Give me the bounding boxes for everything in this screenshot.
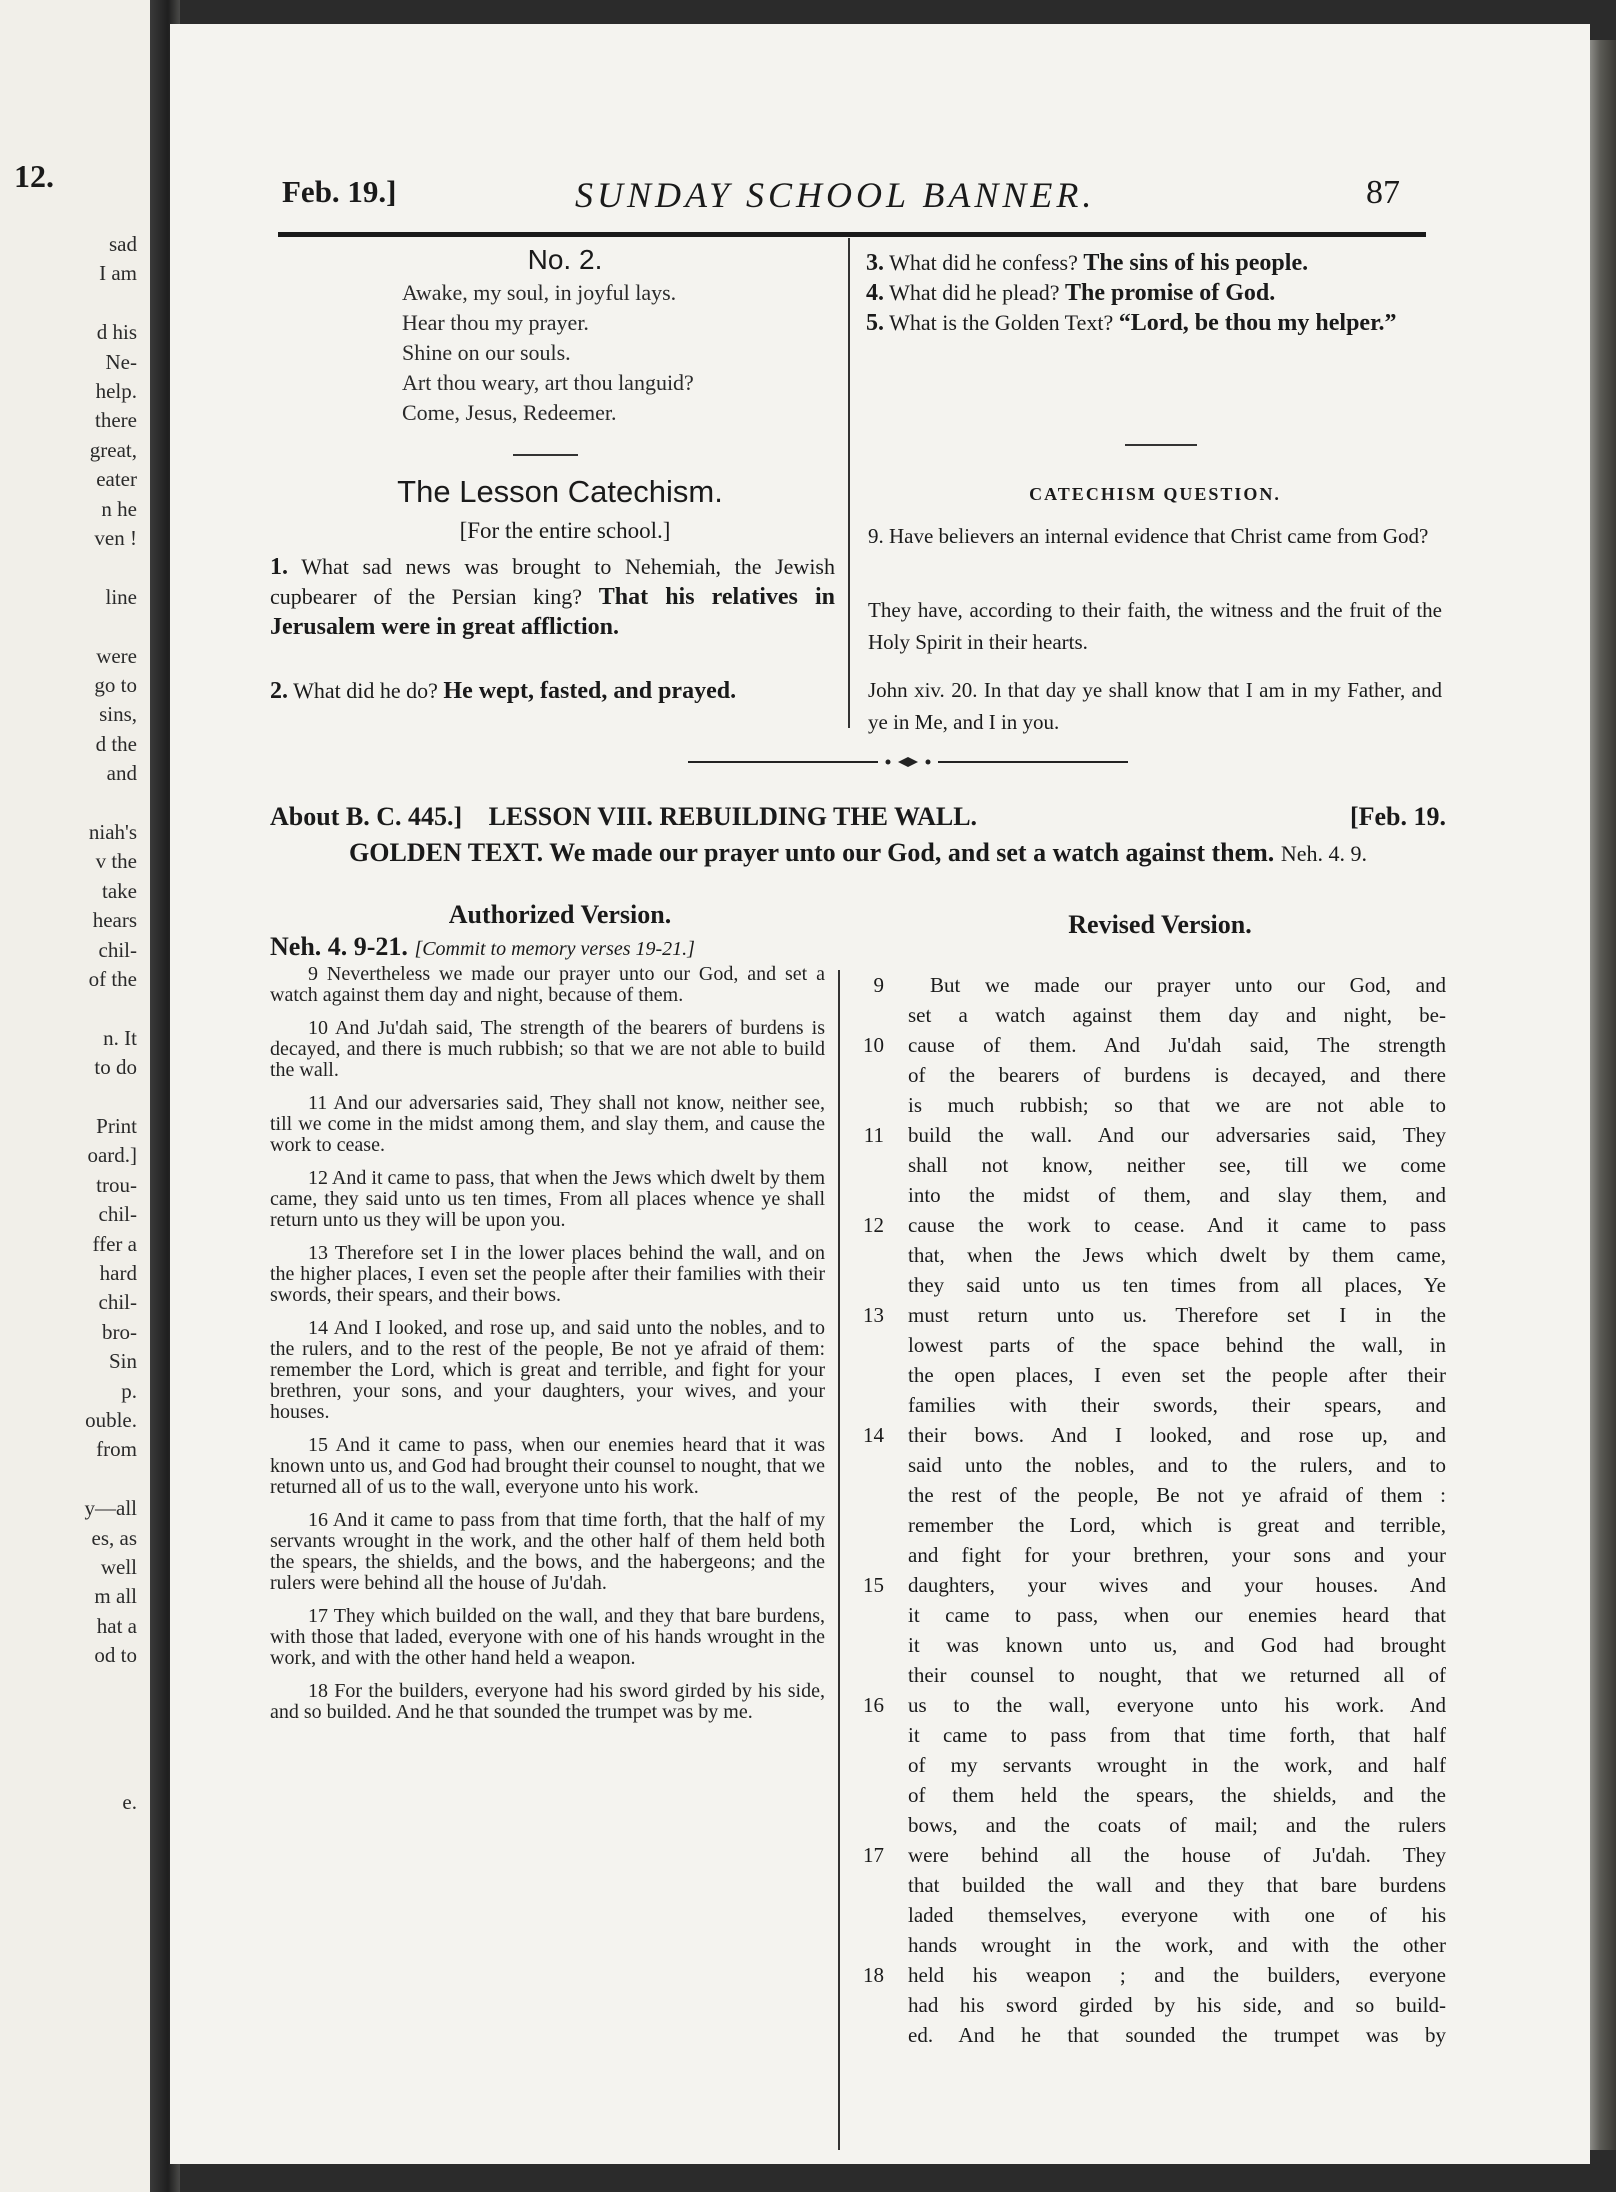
catechism-q3 bbox=[866, 248, 1440, 278]
left-page-fragment: were bbox=[96, 643, 137, 668]
hymn-line: Come, Jesus, Redeemer. bbox=[402, 400, 617, 425]
left-page-fragment: d his bbox=[96, 320, 137, 345]
left-page-fragment: Sin bbox=[108, 1349, 137, 1374]
left-page-fragment: y—all bbox=[84, 1496, 137, 1521]
left-page-number: 12. bbox=[14, 158, 54, 194]
revised-line bbox=[860, 1840, 1446, 1870]
left-page-fragment: m all bbox=[94, 1584, 137, 1609]
question-number: 4. bbox=[866, 280, 884, 306]
catechism-answer-text: They have, according to their faith, the witness and the fruit of the Holy Spirit in their hearts. bbox=[868, 598, 1442, 654]
golden-text bbox=[270, 838, 1446, 869]
verse: 13 Therefore set I in the lower places behind the wall, and on the higher places, I even set the people after their families with their swords, their spears, and their bows. bbox=[270, 1242, 825, 1306]
authorized-version-ref bbox=[270, 932, 850, 962]
line-text: held his weapon ; and the builders, everyone bbox=[908, 1963, 1446, 1987]
left-page-fragment: trou- bbox=[96, 1172, 137, 1197]
revised-line bbox=[860, 1690, 1446, 1720]
line-text: they said unto us ten times from all places, Ye bbox=[908, 1273, 1446, 1297]
catechism-title: The Lesson Catechism. bbox=[397, 474, 723, 509]
left-page-fragment: chil- bbox=[98, 937, 137, 962]
line-text: and fight for your brethren, your sons and your bbox=[908, 1543, 1446, 1567]
line-text: were behind all the house of Ju'dah. They bbox=[908, 1843, 1446, 1867]
revised-line bbox=[860, 1990, 1446, 2020]
revised-line bbox=[860, 1420, 1446, 1450]
authorized-version-text bbox=[270, 964, 825, 1735]
page bbox=[170, 24, 1590, 2164]
left-page-fragment: I am bbox=[99, 261, 137, 286]
revised-line bbox=[860, 1000, 1446, 1030]
left-page-fragment: ouble. bbox=[85, 1408, 137, 1432]
answer-text: The sins of his people. bbox=[1083, 250, 1309, 276]
line-text: remember the Lord, which is great and terrible, bbox=[908, 1513, 1446, 1537]
line-text: daughters, your wives and your houses. And bbox=[908, 1573, 1446, 1597]
verse-number: 13 bbox=[863, 1303, 884, 1327]
revised-line bbox=[860, 1750, 1446, 1780]
revised-line bbox=[860, 1450, 1446, 1480]
left-page-fragment: great, bbox=[89, 437, 137, 462]
verse-number: 18 bbox=[863, 1963, 884, 1987]
left-page-fragment: v the bbox=[95, 849, 137, 874]
lesson-heading bbox=[270, 802, 1446, 832]
revised-line bbox=[860, 1480, 1446, 1510]
line-text: into the midst of them, and slay them, and bbox=[908, 1183, 1446, 1207]
left-page-fragment: e. bbox=[122, 1790, 137, 1815]
revised-line bbox=[860, 2020, 1446, 2050]
line-text: cause of them. And Ju'dah said, The strength bbox=[908, 1033, 1446, 1057]
left-page-fragment: ffer a bbox=[92, 1231, 137, 1256]
left-page-fragment: there bbox=[95, 408, 137, 433]
revised-line bbox=[860, 1270, 1446, 1300]
header-page-number: 87 bbox=[1366, 174, 1400, 211]
line-text: it was known unto us, and God had brought bbox=[908, 1633, 1446, 1657]
revised-line bbox=[860, 970, 1446, 1000]
line-text: set a watch against them day and night, be- bbox=[908, 1003, 1446, 1027]
left-page-fragment: niah's bbox=[88, 820, 137, 844]
question-text: What sad news was brought to Nehemiah, the Jewish cupbearer of the Persian king? bbox=[270, 554, 835, 609]
revised-line bbox=[860, 1510, 1446, 1540]
revised-line bbox=[860, 1930, 1446, 1960]
verse: 9 Nevertheless we made our prayer unto our God, and set a watch against them day and night, because of them. bbox=[270, 963, 825, 1006]
revised-line bbox=[860, 1540, 1446, 1570]
line-text: the open places, I even set the people after their bbox=[908, 1363, 1446, 1387]
line-text: their bows. And I looked, and rose up, and bbox=[908, 1423, 1446, 1447]
catechism-q1 bbox=[270, 552, 835, 642]
line-text: their counsel to nought, that we returned all of bbox=[908, 1663, 1446, 1687]
line-text: ed. And he that sounded the trumpet was by bbox=[908, 2023, 1446, 2047]
answer-text: “Lord, be thou my helper.” bbox=[1118, 310, 1397, 336]
authorized-version-title: Authorized Version. bbox=[448, 900, 672, 929]
line-text: is much rubbish; so that we are not able to bbox=[908, 1093, 1446, 1117]
revised-line bbox=[860, 1390, 1446, 1420]
question-text: What did he plead? bbox=[889, 280, 1060, 305]
revised-line bbox=[860, 1660, 1446, 1690]
left-page-fragment: hat a bbox=[96, 1613, 137, 1638]
revised-line bbox=[860, 1810, 1446, 1840]
line-text: said unto the nobles, and to the rulers, and to bbox=[908, 1453, 1446, 1477]
line-text: it came to pass, when our enemies heard that bbox=[908, 1603, 1446, 1627]
line-text: of the bearers of burdens is decayed, and there bbox=[908, 1063, 1446, 1087]
hymn-line: Shine on our souls. bbox=[402, 340, 571, 365]
left-page-fragment: n. It bbox=[103, 1025, 137, 1050]
revised-line bbox=[860, 1720, 1446, 1750]
revised-line bbox=[860, 1180, 1446, 1210]
catechism-q3-q5 bbox=[866, 248, 1440, 338]
left-page-fragment: n he bbox=[101, 496, 137, 521]
catechism-subtitle: [For the entire school.] bbox=[459, 518, 671, 543]
revised-version-text bbox=[860, 970, 1446, 2050]
left-page-fragment: sins, bbox=[99, 702, 137, 727]
left-page-fragment: sad bbox=[109, 232, 137, 256]
left-page-fragment: od to bbox=[94, 1643, 137, 1668]
left-page-fragment: eater bbox=[96, 467, 137, 492]
verse: 10 And Ju'dah said, The strength of the bearers of burdens is decayed, and there is much rubbish; so that we are not able to build the wall. bbox=[270, 1017, 825, 1081]
golden-text-ref: Neh. 4. 9. bbox=[1280, 841, 1367, 866]
revised-line bbox=[860, 1600, 1446, 1630]
left-page-fragment: well bbox=[100, 1555, 137, 1579]
lesson-date-left: About B. C. 445.] bbox=[270, 802, 463, 831]
verse: 12 And it came to pass, that when the Jews which dwelt by them came, they said unto us ten times, From all places whence ye shall return unto us they will be upon you. bbox=[270, 1167, 825, 1231]
verse-number: 12 bbox=[863, 1213, 884, 1237]
line-text: it came to pass from that time forth, that half bbox=[908, 1723, 1446, 1747]
verse-number: 17 bbox=[863, 1843, 884, 1867]
answer-text: He wept, fasted, and prayed. bbox=[443, 678, 737, 704]
golden-text-label: GOLDEN TEXT. bbox=[349, 838, 544, 867]
line-text: that builded the wall and they that bare burdens bbox=[908, 1873, 1446, 1897]
question-number: 5. bbox=[866, 310, 884, 336]
left-page-fragment: of the bbox=[88, 967, 137, 991]
verse-number: 11 bbox=[863, 1123, 884, 1147]
revised-line bbox=[860, 1960, 1446, 1990]
line-text: laded themselves, everyone with one of his bbox=[908, 1903, 1446, 1927]
verse-number: 14 bbox=[863, 1423, 884, 1447]
answer-text: The promise of God. bbox=[1065, 280, 1276, 306]
left-page-fragment: Print bbox=[96, 1114, 137, 1138]
left-page-fragment: Ne- bbox=[105, 349, 137, 374]
question-number: 2. bbox=[270, 678, 288, 704]
revised-line bbox=[860, 1060, 1446, 1090]
passage-ref: Neh. 4. 9-21. bbox=[270, 932, 408, 961]
line-text: lowest parts of the space behind the wall, in bbox=[908, 1333, 1446, 1357]
left-page-fragment: oard.] bbox=[87, 1143, 137, 1168]
revised-line bbox=[860, 1360, 1446, 1390]
ornament-divider bbox=[688, 754, 1128, 770]
left-page-margin bbox=[0, 0, 155, 2192]
left-page-fragment: p. bbox=[121, 1378, 137, 1403]
revised-line bbox=[860, 1900, 1446, 1930]
revised-line bbox=[860, 1780, 1446, 1810]
left-page-fragment: bro- bbox=[102, 1319, 137, 1344]
question-text: What is the Golden Text? bbox=[889, 310, 1114, 335]
hymn-line: Art thou weary, art thou languid? bbox=[402, 370, 694, 395]
verse: 18 For the builders, everyone had his sword girded by his side, and so builded. And he that sounded the trumpet was by me. bbox=[270, 1680, 825, 1723]
memory-note: [Commit to memory verses 19-21.] bbox=[414, 938, 695, 960]
header-rule bbox=[278, 232, 1426, 237]
left-page-fragment: line bbox=[105, 584, 137, 609]
left-page-fragment: hard bbox=[99, 1261, 137, 1285]
line-text: of them held the spears, the shields, and the bbox=[908, 1783, 1446, 1807]
catechism-q2 bbox=[270, 676, 835, 706]
verse: 16 And it came to pass from that time forth, that the half of my servants wrought in the work, and the other half of them held both the spears, the shields, and the bows, and the habergeons; and the rulers were behind all the house of Ju'dah. bbox=[270, 1509, 825, 1594]
left-page-fragment: to do bbox=[94, 1055, 137, 1080]
line-text: But we made our prayer unto our God, and bbox=[930, 973, 1446, 997]
left-page-fragment: from bbox=[96, 1437, 137, 1462]
answer-text: That his relatives in Jerusalem were in great affliction. bbox=[270, 584, 836, 640]
left-page-fragment: d the bbox=[95, 731, 137, 756]
revised-line bbox=[860, 1300, 1446, 1330]
catechism-q4 bbox=[866, 278, 1440, 308]
line-text: the rest of the people, Be not ye afraid of them : bbox=[908, 1483, 1446, 1507]
question-text: What did he confess? bbox=[889, 250, 1078, 275]
left-page-fragment: es, as bbox=[91, 1525, 137, 1550]
verse-number: 16 bbox=[863, 1693, 884, 1717]
hymn-line: Awake, my soul, in joyful lays. bbox=[402, 280, 677, 305]
column-divider bbox=[838, 970, 840, 2150]
divider-rule bbox=[513, 454, 578, 456]
verse-number: 9 bbox=[873, 973, 884, 997]
left-page-fragment: ven ! bbox=[94, 526, 137, 550]
line-text: build the wall. And our adversaries said, They bbox=[908, 1123, 1446, 1147]
left-page-fragment: hears bbox=[92, 908, 137, 933]
question-number: 3. bbox=[866, 250, 884, 276]
catechism-question-title: CATECHISM QUESTION. bbox=[1029, 484, 1281, 504]
verse-number: 15 bbox=[863, 1573, 884, 1597]
lesson-date-right: [Feb. 19. bbox=[1349, 802, 1446, 831]
divider-rule bbox=[1125, 444, 1197, 446]
hymn-title: No. 2. bbox=[527, 244, 603, 275]
revised-line bbox=[860, 1870, 1446, 1900]
revised-line bbox=[860, 1030, 1446, 1060]
left-page-fragment: chil- bbox=[98, 1290, 137, 1315]
page-edge bbox=[1590, 40, 1616, 2150]
line-text: cause the work to cease. And it came to pass bbox=[908, 1213, 1446, 1237]
revised-line bbox=[860, 1330, 1446, 1360]
line-text: had his sword girded by his side, and so build- bbox=[908, 1993, 1446, 2017]
header-date: Feb. 19.] bbox=[282, 174, 397, 209]
left-page-fragment: take bbox=[102, 878, 137, 903]
line-text: must return unto us. Therefore set I in the bbox=[908, 1303, 1446, 1327]
verse: 11 And our adversaries said, They shall not know, neither see, till we come in the midst among them, and slay them, and cause the work to cease. bbox=[270, 1092, 825, 1156]
left-page-fragment: and bbox=[106, 761, 137, 786]
line-text: hands wrought in the work, and with the other bbox=[908, 1933, 1446, 1957]
line-text: shall not know, neither see, till we come bbox=[908, 1153, 1446, 1177]
golden-text-body: We made our prayer unto our God, and set a watch against them. bbox=[549, 838, 1275, 867]
revised-line bbox=[860, 1240, 1446, 1270]
question-number: 1. bbox=[270, 554, 288, 580]
verse: 17 They which builded on the wall, and they that bare burdens, with those that laded, everyone with one of his hands wrought in the work, and with the other hand held a weapon. bbox=[270, 1605, 825, 1669]
line-text: us to the wall, everyone unto his work. And bbox=[908, 1693, 1446, 1717]
catechism-q5 bbox=[866, 308, 1440, 338]
revised-line bbox=[860, 1150, 1446, 1180]
question-text: What did he do? bbox=[293, 678, 438, 703]
revised-line bbox=[860, 1120, 1446, 1150]
hymn-line: Hear thou my prayer. bbox=[402, 310, 589, 335]
line-text: bows, and the coats of mail; and the rulers bbox=[908, 1813, 1446, 1837]
revised-line bbox=[860, 1630, 1446, 1660]
revised-line bbox=[860, 1090, 1446, 1120]
revised-line bbox=[860, 1570, 1446, 1600]
revised-version-title: Revised Version. bbox=[1068, 910, 1252, 939]
scripture-reference: John xiv. 20. In that day ye shall know that I am in my Father, and ye in Me, and I in you. bbox=[868, 678, 1442, 734]
revised-line bbox=[860, 1210, 1446, 1240]
lesson-title: LESSON VIII. REBUILDING THE WALL. bbox=[488, 802, 978, 831]
line-text: that, when the Jews which dwelt by them came, bbox=[908, 1243, 1446, 1267]
catechism-question-text: 9. Have believers an internal evidence that Christ came from God? bbox=[868, 524, 1429, 548]
line-text: families with their swords, their spears, and bbox=[908, 1393, 1446, 1417]
left-page-fragment: chil- bbox=[98, 1202, 137, 1227]
line-text: of my servants wrought in the work, and half bbox=[908, 1753, 1446, 1777]
left-page-fragment: help. bbox=[95, 379, 137, 403]
verse: 14 And I looked, and rose up, and said unto the nobles, and to the rulers, and to the rest of the people, Be not ye afraid of them: remember the Lord, which is great and terrible, and fight for your brethren, your sons, and your daughters, your wives, and your houses. bbox=[270, 1317, 825, 1423]
header-title: SUNDAY SCHOOL BANNER. bbox=[575, 175, 1096, 215]
hymn-lines bbox=[402, 278, 802, 428]
verse-number: 10 bbox=[863, 1033, 884, 1057]
left-page-fragment: go to bbox=[94, 673, 137, 697]
verse: 15 And it came to pass, when our enemies heard that it was known unto us, and God had brought their counsel to nought, that we returned all of us to the wall, everyone unto his work. bbox=[270, 1434, 825, 1498]
